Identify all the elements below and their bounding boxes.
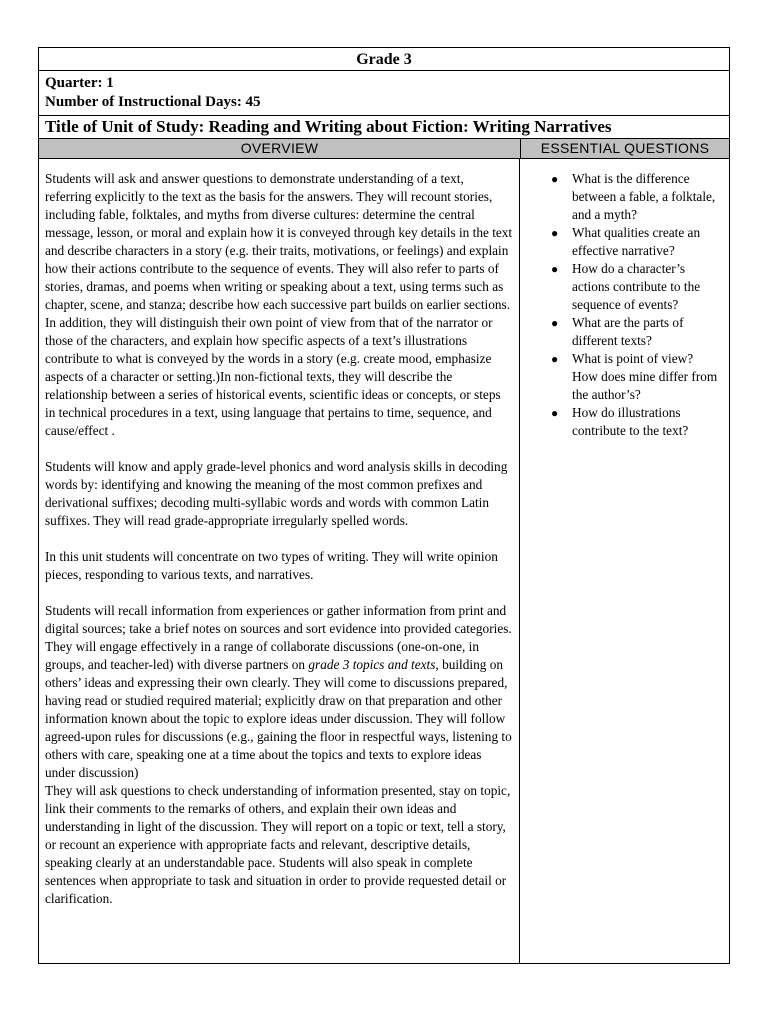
question-item bbox=[520, 404, 721, 440]
table-header-row bbox=[38, 139, 730, 159]
overview-emphasis: grade 3 topics and texts bbox=[308, 657, 436, 672]
question-item bbox=[520, 260, 721, 314]
overview-paragraph: Students will ask and answer questions to demonstrate understanding of a text, referring explicitly to the text as the basis for the answers. They will recount stories, including fable, folktales, and myths from diverse cultures: determine the central message, lesson, or moral and explain how it is conveyed through key details in the text and describe characters in a story (e.g. their traits, motivations, or feelings) and explain how their actions contribute to the sequence of events. They will also refer to parts of stories, dramas, and poems when writing or speaking about a text, using terms such as chapter, scene, and stanza; describe how each successive part builds on earlier sections. In addition, they will distinguish their own point of view from that of the narrator or those of the characters, and explain how specific aspects of a text’s illustrations contribute to what is conveyed by the words in a story (e.g. create mood, emphasize aspects of a character or setting.)In non-fictional texts, they will describe the relationship between a series of historical events, scientific ideas or concepts, or steps in technical procedures in a text, using language that pertains to time, sequence, and cause/effect . bbox=[45, 171, 513, 438]
bullet-icon: ● bbox=[551, 262, 559, 276]
question-text: How do a character’s actions contribute to the sequence of events? bbox=[572, 261, 701, 312]
curriculum-document bbox=[38, 47, 730, 964]
overview-paragraph: In this unit students will concentrate on two types of writing. They will write opinion pieces, responding to various texts, and narratives. bbox=[45, 549, 498, 582]
table-body-row bbox=[38, 159, 730, 964]
quarter-info bbox=[38, 71, 730, 116]
essential-questions-cell bbox=[520, 159, 729, 963]
bullet-icon: ● bbox=[551, 352, 559, 366]
question-text: How do illustrations contribute to the text? bbox=[572, 405, 689, 438]
overview-paragraph bbox=[45, 602, 513, 782]
question-text: What is the difference between a fable, a folktale, and a myth? bbox=[572, 171, 716, 222]
question-item bbox=[520, 314, 721, 350]
grade-title: Grade 3 bbox=[38, 47, 730, 71]
question-text: What is point of view? How does mine differ from the author’s? bbox=[572, 351, 718, 402]
overview-cell bbox=[39, 159, 520, 963]
overview-paragraph: Students will know and apply grade-level phonics and word analysis skills in decoding words by: identifying and knowing the meaning of the most common prefixes and derivational suffixes; decoding multi-syllabic words and words with common Latin suffixes. They will read grade-appropriate irregularly spelled words. bbox=[45, 459, 508, 528]
question-item bbox=[520, 224, 721, 260]
question-item bbox=[520, 350, 721, 404]
overview-header: OVERVIEW bbox=[39, 139, 521, 158]
overview-text: Students will recall information from experiences or gather information from print and digital sources; take a brief notes on sources and sort evidence into provided categories. They will engage effectively in a range of collaborate discussions (one-on-one, in groups, and teacher-led) with diverse partners on bbox=[45, 603, 512, 672]
bullet-icon: ● bbox=[551, 316, 559, 330]
question-text: What are the parts of different texts? bbox=[572, 315, 684, 348]
instructional-days-label: Number of Instructional Days: 45 bbox=[45, 94, 261, 110]
question-text: What qualities create an effective narrative? bbox=[572, 225, 701, 258]
bullet-icon: ● bbox=[551, 226, 559, 240]
question-item bbox=[520, 170, 721, 224]
unit-title: Title of Unit of Study: Reading and Writing about Fiction: Writing Narratives bbox=[38, 116, 730, 139]
overview-text: , building on others’ ideas and expressing their own clearly. They will come to discussions prepared, having read or studied required material; explicitly draw on that preparation and other information known about the topic to explore ideas under discussion. They will follow agreed-upon rules for discussions (e.g., gaining the floor in respectful ways, listening to others with care, speaking one at a time about the topics and texts to explore ideas under discussion) bbox=[45, 657, 512, 780]
quarter-label: Quarter: 1 bbox=[45, 75, 114, 91]
essential-questions-list bbox=[520, 170, 729, 440]
bullet-icon: ● bbox=[551, 172, 559, 186]
overview-paragraph: They will ask questions to check understanding of information presented, stay on topic, link their comments to the remarks of others, and explain their own ideas and understanding in light of the discussion. They will report on a topic or text, tell a story, or recount an experience with appropriate facts and relevant, descriptive details, speaking clearly at an understandable pace. Students will also speak in complete sentences when appropriate to task and situation in order to provide requested detail or clarification. bbox=[45, 783, 511, 906]
essential-questions-header: ESSENTIAL QUESTIONS bbox=[540, 140, 710, 156]
bullet-icon: ● bbox=[551, 406, 559, 420]
